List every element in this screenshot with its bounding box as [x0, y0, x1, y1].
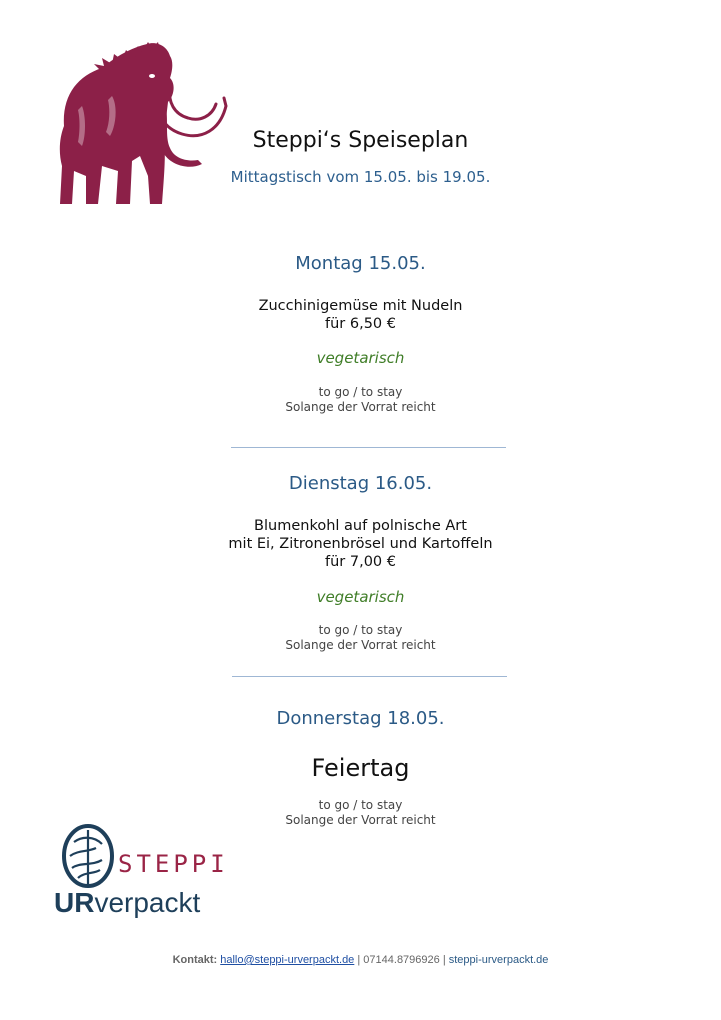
- note-line: Solange der Vorrat reicht: [285, 638, 436, 652]
- divider: [231, 447, 506, 448]
- note-line: Solange der Vorrat reicht: [285, 813, 436, 827]
- day-heading-thursday: Donnerstag 18.05.: [276, 708, 445, 729]
- dish-monday: [0, 297, 721, 333]
- dish-price: für 6,50 €: [325, 316, 396, 332]
- footer-phone: 07144.8796926: [363, 954, 440, 966]
- walnut-icon: [52, 822, 232, 922]
- footer-website[interactable]: steppi-urverpackt.de: [448, 954, 549, 966]
- page-title: Steppi‘s Speiseplan: [252, 128, 469, 153]
- footer-separator: |: [357, 954, 361, 966]
- logo-text: verpackt: [94, 887, 201, 918]
- svg-text:URverpackt: [54, 887, 200, 918]
- steppi-urverpackt-logo: [52, 822, 232, 922]
- note-monday: [0, 385, 721, 415]
- logo-bold-text: UR: [54, 887, 95, 918]
- dish-line: Blumenkohl auf polnische Art: [254, 518, 467, 534]
- dish-line: mit Ei, Zitronenbrösel und Kartoffeln: [228, 536, 493, 552]
- day-heading-tuesday: Dienstag 16.05.: [288, 473, 433, 494]
- vegetarian-label: vegetarisch: [316, 588, 405, 606]
- day-heading-monday: Montag 15.05.: [295, 253, 426, 274]
- note-line: to go / to stay: [318, 623, 403, 637]
- footer-label: Kontakt:: [172, 954, 218, 966]
- dish-line: Zucchinigemüse mit Nudeln: [258, 298, 463, 314]
- note-line: to go / to stay: [318, 385, 403, 399]
- divider: [232, 676, 507, 677]
- dish-tuesday: [0, 517, 721, 571]
- dish-price: für 7,00 €: [325, 554, 396, 570]
- holiday-label: Feiertag: [311, 754, 410, 782]
- page-subtitle: Mittagstisch vom 15.05. bis 19.05.: [230, 168, 491, 186]
- vegetarian-label: vegetarisch: [316, 349, 405, 367]
- logo-top-text: STEPPI: [118, 850, 229, 878]
- footer-email-link[interactable]: hallo@steppi-urverpackt.de: [220, 954, 355, 966]
- note-line: Solange der Vorrat reicht: [285, 400, 436, 414]
- note-tuesday: [0, 623, 721, 653]
- footer-separator: |: [442, 954, 446, 966]
- note-line: to go / to stay: [318, 798, 403, 812]
- footer-contact: [0, 954, 721, 966]
